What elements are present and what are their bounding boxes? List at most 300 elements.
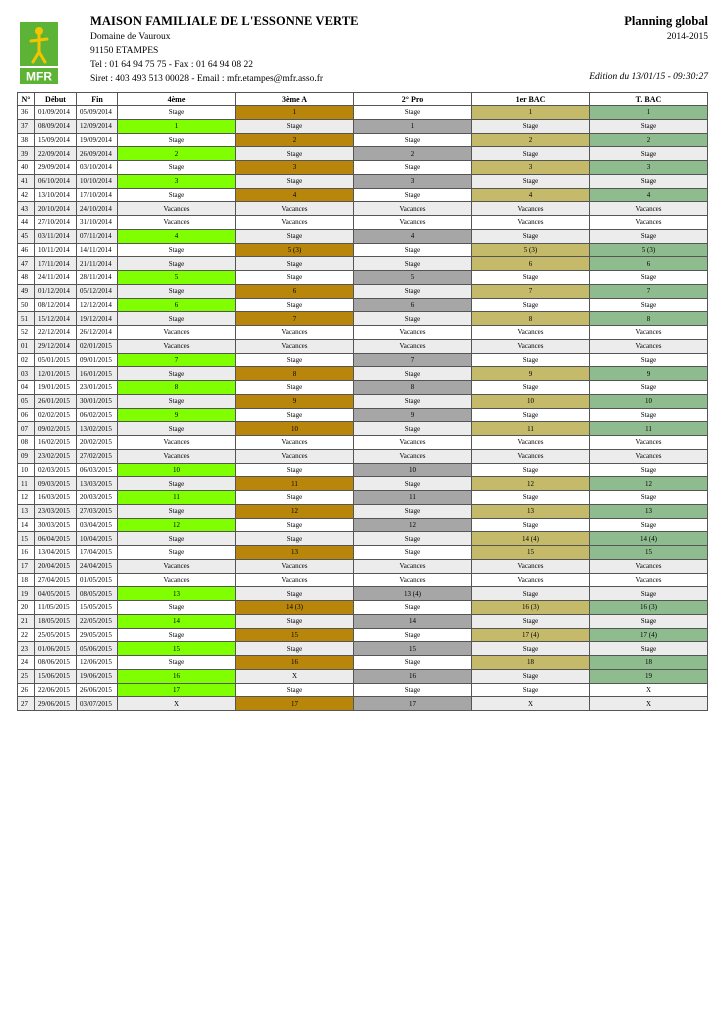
- cell-2-pro: 13 (4): [354, 587, 472, 601]
- cell-3eme-a: Vacances: [236, 326, 354, 340]
- cell-t-bac: Stage: [590, 642, 708, 656]
- end-date: 15/05/2015: [77, 601, 118, 615]
- end-date: 14/11/2014: [77, 243, 118, 257]
- end-date: 20/03/2015: [77, 491, 118, 505]
- cell-4eme: Vacances: [118, 559, 236, 573]
- end-date: 27/03/2015: [77, 504, 118, 518]
- column-header: 2° Pro: [354, 93, 472, 106]
- end-date: 24/10/2014: [77, 202, 118, 216]
- column-header: T. BAC: [590, 93, 708, 106]
- table-row: [18, 174, 708, 188]
- cell-2-pro: 2: [354, 147, 472, 161]
- week-number: 50: [18, 298, 35, 312]
- cell-3eme-a: 11: [236, 477, 354, 491]
- week-number: 27: [18, 697, 35, 711]
- start-date: 22/06/2015: [35, 683, 77, 697]
- start-date: 09/03/2015: [35, 477, 77, 491]
- cell-3eme-a: Stage: [236, 147, 354, 161]
- table-row: [18, 147, 708, 161]
- end-date: 12/06/2015: [77, 656, 118, 670]
- cell-1er-bac: 9: [472, 367, 590, 381]
- start-date: 23/02/2015: [35, 449, 77, 463]
- organization-info: [90, 14, 359, 85]
- org-name: MAISON FAMILIALE DE L'ESSONNE VERTE: [90, 14, 359, 28]
- week-number: 01: [18, 339, 35, 353]
- week-number: 43: [18, 202, 35, 216]
- start-date: 06/04/2015: [35, 532, 77, 546]
- week-number: 06: [18, 408, 35, 422]
- cell-1er-bac: Stage: [472, 381, 590, 395]
- cell-t-bac: 15: [590, 546, 708, 560]
- cell-1er-bac: 7: [472, 284, 590, 298]
- cell-3eme-a: 13: [236, 546, 354, 560]
- cell-1er-bac: 11: [472, 422, 590, 436]
- week-number: 15: [18, 532, 35, 546]
- cell-2-pro: 16: [354, 669, 472, 683]
- cell-2-pro: Stage: [354, 243, 472, 257]
- table-row: [18, 243, 708, 257]
- start-date: 27/10/2014: [35, 216, 77, 230]
- cell-1er-bac: Vacances: [472, 202, 590, 216]
- end-date: 06/02/2015: [77, 408, 118, 422]
- start-date: 13/10/2014: [35, 188, 77, 202]
- week-number: 04: [18, 381, 35, 395]
- start-date: 20/04/2015: [35, 559, 77, 573]
- table-row: [18, 559, 708, 573]
- cell-1er-bac: 12: [472, 477, 590, 491]
- start-date: 23/03/2015: [35, 504, 77, 518]
- cell-2-pro: Stage: [354, 161, 472, 175]
- cell-3eme-a: Stage: [236, 463, 354, 477]
- week-number: 19: [18, 587, 35, 601]
- start-date: 16/03/2015: [35, 491, 77, 505]
- cell-3eme-a: 5 (3): [236, 243, 354, 257]
- end-date: 22/05/2015: [77, 614, 118, 628]
- start-date: 02/03/2015: [35, 463, 77, 477]
- cell-2-pro: Stage: [354, 133, 472, 147]
- cell-4eme: 4: [118, 229, 236, 243]
- cell-2-pro: Vacances: [354, 202, 472, 216]
- table-row: [18, 463, 708, 477]
- cell-2-pro: 8: [354, 381, 472, 395]
- table-row: [18, 367, 708, 381]
- cell-t-bac: 1: [590, 106, 708, 120]
- week-number: 18: [18, 573, 35, 587]
- cell-2-pro: 15: [354, 642, 472, 656]
- cell-4eme: Stage: [118, 628, 236, 642]
- cell-4eme: 13: [118, 587, 236, 601]
- end-date: 05/09/2014: [77, 106, 118, 120]
- start-date: 24/11/2014: [35, 271, 77, 285]
- cell-1er-bac: 4: [472, 188, 590, 202]
- cell-1er-bac: Stage: [472, 463, 590, 477]
- cell-t-bac: 13: [590, 504, 708, 518]
- table-row: [18, 449, 708, 463]
- week-number: 14: [18, 518, 35, 532]
- cell-4eme: 10: [118, 463, 236, 477]
- cell-t-bac: Vacances: [590, 326, 708, 340]
- table-row: [18, 257, 708, 271]
- week-number: 17: [18, 559, 35, 573]
- cell-3eme-a: 9: [236, 394, 354, 408]
- cell-1er-bac: 13: [472, 504, 590, 518]
- cell-t-bac: Stage: [590, 587, 708, 601]
- week-number: 26: [18, 683, 35, 697]
- cell-1er-bac: Stage: [472, 491, 590, 505]
- cell-t-bac: Stage: [590, 408, 708, 422]
- cell-3eme-a: Stage: [236, 229, 354, 243]
- table-row: [18, 298, 708, 312]
- start-date: 03/11/2014: [35, 229, 77, 243]
- cell-1er-bac: 16 (3): [472, 601, 590, 615]
- start-date: 08/09/2014: [35, 119, 77, 133]
- cell-t-bac: Stage: [590, 174, 708, 188]
- start-date: 01/12/2014: [35, 284, 77, 298]
- end-date: 19/06/2015: [77, 669, 118, 683]
- cell-t-bac: 10: [590, 394, 708, 408]
- cell-t-bac: Vacances: [590, 339, 708, 353]
- table-row: [18, 546, 708, 560]
- cell-4eme: 12: [118, 518, 236, 532]
- column-header: Fin: [77, 93, 118, 106]
- cell-2-pro: Vacances: [354, 573, 472, 587]
- end-date: 07/11/2014: [77, 229, 118, 243]
- table-row: [18, 188, 708, 202]
- cell-3eme-a: 7: [236, 312, 354, 326]
- cell-3eme-a: 1: [236, 106, 354, 120]
- week-number: 42: [18, 188, 35, 202]
- cell-4eme: Stage: [118, 284, 236, 298]
- cell-t-bac: Stage: [590, 298, 708, 312]
- start-date: 27/04/2015: [35, 573, 77, 587]
- cell-3eme-a: Stage: [236, 683, 354, 697]
- cell-1er-bac: Stage: [472, 614, 590, 628]
- cell-t-bac: Stage: [590, 463, 708, 477]
- cell-2-pro: Stage: [354, 422, 472, 436]
- cell-3eme-a: 16: [236, 656, 354, 670]
- cell-4eme: Stage: [118, 243, 236, 257]
- end-date: 26/06/2015: [77, 683, 118, 697]
- table-row: [18, 216, 708, 230]
- end-date: 23/01/2015: [77, 381, 118, 395]
- table-row: [18, 697, 708, 711]
- end-date: 17/04/2015: [77, 546, 118, 560]
- cell-t-bac: Stage: [590, 381, 708, 395]
- table-row: [18, 422, 708, 436]
- cell-t-bac: 7: [590, 284, 708, 298]
- cell-4eme: 3: [118, 174, 236, 188]
- end-date: 03/10/2014: [77, 161, 118, 175]
- end-date: 19/12/2014: [77, 312, 118, 326]
- start-date: 16/02/2015: [35, 436, 77, 450]
- cell-2-pro: 12: [354, 518, 472, 532]
- cell-1er-bac: 6: [472, 257, 590, 271]
- cell-4eme: Stage: [118, 504, 236, 518]
- cell-3eme-a: 6: [236, 284, 354, 298]
- week-number: 39: [18, 147, 35, 161]
- cell-3eme-a: Stage: [236, 353, 354, 367]
- cell-1er-bac: Stage: [472, 147, 590, 161]
- cell-4eme: 17: [118, 683, 236, 697]
- cell-2-pro: Stage: [354, 504, 472, 518]
- cell-2-pro: Stage: [354, 312, 472, 326]
- cell-3eme-a: 17: [236, 697, 354, 711]
- cell-t-bac: 11: [590, 422, 708, 436]
- cell-t-bac: 16 (3): [590, 601, 708, 615]
- end-date: 03/07/2015: [77, 697, 118, 711]
- cell-1er-bac: 14 (4): [472, 532, 590, 546]
- start-date: 29/09/2014: [35, 161, 77, 175]
- cell-4eme: Stage: [118, 422, 236, 436]
- cell-4eme: Stage: [118, 106, 236, 120]
- end-date: 01/05/2015: [77, 573, 118, 587]
- cell-2-pro: Stage: [354, 477, 472, 491]
- cell-2-pro: 3: [354, 174, 472, 188]
- start-date: 11/05/2015: [35, 601, 77, 615]
- cell-t-bac: Stage: [590, 119, 708, 133]
- week-number: 40: [18, 161, 35, 175]
- start-date: 15/12/2014: [35, 312, 77, 326]
- week-number: 24: [18, 656, 35, 670]
- cell-1er-bac: Vacances: [472, 449, 590, 463]
- cell-4eme: Vacances: [118, 449, 236, 463]
- start-date: 08/06/2015: [35, 656, 77, 670]
- start-date: 29/06/2015: [35, 697, 77, 711]
- cell-t-bac: Stage: [590, 491, 708, 505]
- end-date: 02/01/2015: [77, 339, 118, 353]
- cell-2-pro: Stage: [354, 601, 472, 615]
- end-date: 13/02/2015: [77, 422, 118, 436]
- start-date: 15/09/2014: [35, 133, 77, 147]
- column-header: N°: [18, 93, 35, 106]
- table-row: [18, 339, 708, 353]
- table-row: [18, 408, 708, 422]
- start-date: 10/11/2014: [35, 243, 77, 257]
- cell-3eme-a: Vacances: [236, 573, 354, 587]
- week-number: 49: [18, 284, 35, 298]
- cell-2-pro: Stage: [354, 683, 472, 697]
- cell-2-pro: Stage: [354, 546, 472, 560]
- cell-1er-bac: 15: [472, 546, 590, 560]
- cell-2-pro: Vacances: [354, 326, 472, 340]
- cell-1er-bac: Stage: [472, 683, 590, 697]
- start-date: 29/12/2014: [35, 339, 77, 353]
- cell-1er-bac: 18: [472, 656, 590, 670]
- cell-3eme-a: Stage: [236, 491, 354, 505]
- cell-1er-bac: X: [472, 697, 590, 711]
- table-row: [18, 642, 708, 656]
- end-date: 24/04/2015: [77, 559, 118, 573]
- cell-3eme-a: 12: [236, 504, 354, 518]
- cell-t-bac: 2: [590, 133, 708, 147]
- phone-fax: Tel : 01 64 94 75 75 - Fax : 01 64 94 08 22: [90, 60, 253, 70]
- cell-4eme: Stage: [118, 546, 236, 560]
- table-row: [18, 518, 708, 532]
- cell-t-bac: Vacances: [590, 202, 708, 216]
- cell-3eme-a: Stage: [236, 587, 354, 601]
- cell-t-bac: Stage: [590, 229, 708, 243]
- end-date: 29/05/2015: [77, 628, 118, 642]
- cell-4eme: Vacances: [118, 216, 236, 230]
- table-row: [18, 106, 708, 120]
- cell-3eme-a: Stage: [236, 381, 354, 395]
- start-date: 01/09/2014: [35, 106, 77, 120]
- cell-t-bac: 12: [590, 477, 708, 491]
- table-row: [18, 229, 708, 243]
- start-date: 18/05/2015: [35, 614, 77, 628]
- end-date: 21/11/2014: [77, 257, 118, 271]
- mfr-logo: [20, 22, 58, 84]
- week-number: 48: [18, 271, 35, 285]
- cell-4eme: 9: [118, 408, 236, 422]
- end-date: 20/02/2015: [77, 436, 118, 450]
- svg-text:MFR: MFR: [26, 69, 52, 84]
- week-number: 41: [18, 174, 35, 188]
- cell-4eme: Stage: [118, 257, 236, 271]
- end-date: 05/06/2015: [77, 642, 118, 656]
- start-date: 05/01/2015: [35, 353, 77, 367]
- cell-1er-bac: Vacances: [472, 436, 590, 450]
- cell-2-pro: 10: [354, 463, 472, 477]
- table-row: [18, 326, 708, 340]
- start-date: 26/01/2015: [35, 394, 77, 408]
- start-date: 22/09/2014: [35, 147, 77, 161]
- end-date: 08/05/2015: [77, 587, 118, 601]
- table-row: [18, 587, 708, 601]
- cell-3eme-a: Vacances: [236, 202, 354, 216]
- cell-3eme-a: Stage: [236, 642, 354, 656]
- end-date: 27/02/2015: [77, 449, 118, 463]
- cell-3eme-a: Stage: [236, 298, 354, 312]
- week-number: 05: [18, 394, 35, 408]
- cell-4eme: 7: [118, 353, 236, 367]
- siret-email: Siret : 403 493 513 00028 - Email : mfr.etampes@mfr.asso.fr: [90, 74, 324, 84]
- cell-4eme: Stage: [118, 656, 236, 670]
- column-header: 1er BAC: [472, 93, 590, 106]
- cell-t-bac: 18: [590, 656, 708, 670]
- table-row: [18, 601, 708, 615]
- table-row: [18, 353, 708, 367]
- week-number: 25: [18, 669, 35, 683]
- cell-t-bac: Stage: [590, 271, 708, 285]
- cell-4eme: 6: [118, 298, 236, 312]
- cell-2-pro: 7: [354, 353, 472, 367]
- start-date: 04/05/2015: [35, 587, 77, 601]
- cell-3eme-a: Stage: [236, 174, 354, 188]
- cell-3eme-a: Stage: [236, 532, 354, 546]
- week-number: 23: [18, 642, 35, 656]
- end-date: 26/09/2014: [77, 147, 118, 161]
- cell-1er-bac: 10: [472, 394, 590, 408]
- week-number: 36: [18, 106, 35, 120]
- cell-t-bac: 9: [590, 367, 708, 381]
- cell-2-pro: Vacances: [354, 449, 472, 463]
- cell-2-pro: 17: [354, 697, 472, 711]
- start-date: 02/02/2015: [35, 408, 77, 422]
- cell-1er-bac: Stage: [472, 669, 590, 683]
- cell-3eme-a: Vacances: [236, 559, 354, 573]
- cell-1er-bac: Vacances: [472, 559, 590, 573]
- cell-4eme: Vacances: [118, 573, 236, 587]
- cell-4eme: Vacances: [118, 339, 236, 353]
- cell-4eme: 15: [118, 642, 236, 656]
- cell-t-bac: 4: [590, 188, 708, 202]
- cell-3eme-a: Stage: [236, 408, 354, 422]
- title-block: [624, 14, 708, 42]
- cell-1er-bac: Stage: [472, 642, 590, 656]
- cell-2-pro: 6: [354, 298, 472, 312]
- week-number: 21: [18, 614, 35, 628]
- cell-1er-bac: Vacances: [472, 216, 590, 230]
- end-date: 16/01/2015: [77, 367, 118, 381]
- cell-4eme: Stage: [118, 133, 236, 147]
- cell-4eme: Stage: [118, 532, 236, 546]
- cell-3eme-a: Vacances: [236, 216, 354, 230]
- end-date: 09/01/2015: [77, 353, 118, 367]
- cell-3eme-a: 4: [236, 188, 354, 202]
- cell-t-bac: X: [590, 697, 708, 711]
- week-number: 44: [18, 216, 35, 230]
- cell-4eme: Stage: [118, 312, 236, 326]
- end-date: 30/01/2015: [77, 394, 118, 408]
- cell-2-pro: Stage: [354, 394, 472, 408]
- cell-3eme-a: Vacances: [236, 339, 354, 353]
- cell-1er-bac: 2: [472, 133, 590, 147]
- table-row: [18, 161, 708, 175]
- cell-2-pro: 9: [354, 408, 472, 422]
- end-date: 13/03/2015: [77, 477, 118, 491]
- table-row: [18, 477, 708, 491]
- cell-4eme: 16: [118, 669, 236, 683]
- cell-4eme: 11: [118, 491, 236, 505]
- cell-t-bac: 14 (4): [590, 532, 708, 546]
- cell-2-pro: 14: [354, 614, 472, 628]
- cell-t-bac: 6: [590, 257, 708, 271]
- cell-4eme: Stage: [118, 394, 236, 408]
- cell-2-pro: Stage: [354, 367, 472, 381]
- table-row: [18, 133, 708, 147]
- start-date: 17/11/2014: [35, 257, 77, 271]
- cell-1er-bac: Stage: [472, 119, 590, 133]
- cell-3eme-a: Stage: [236, 518, 354, 532]
- document-title: Planning global: [624, 14, 708, 28]
- cell-3eme-a: 15: [236, 628, 354, 642]
- cell-3eme-a: Stage: [236, 257, 354, 271]
- cell-t-bac: Vacances: [590, 449, 708, 463]
- start-date: 13/04/2015: [35, 546, 77, 560]
- week-number: 38: [18, 133, 35, 147]
- start-date: 20/10/2014: [35, 202, 77, 216]
- cell-3eme-a: Stage: [236, 271, 354, 285]
- end-date: 26/12/2014: [77, 326, 118, 340]
- week-number: 12: [18, 491, 35, 505]
- edition-date: Edition du 13/01/15 - 09:30:27: [589, 72, 708, 82]
- cell-4eme: 14: [118, 614, 236, 628]
- cell-4eme: Vacances: [118, 326, 236, 340]
- table-row: [18, 683, 708, 697]
- start-date: 25/05/2015: [35, 628, 77, 642]
- cell-2-pro: Stage: [354, 257, 472, 271]
- cell-t-bac: 19: [590, 669, 708, 683]
- end-date: 28/11/2014: [77, 271, 118, 285]
- week-number: 10: [18, 463, 35, 477]
- address-line-2: 91150 ETAMPES: [90, 46, 159, 56]
- cell-t-bac: Stage: [590, 614, 708, 628]
- end-date: 06/03/2015: [77, 463, 118, 477]
- cell-1er-bac: 1: [472, 106, 590, 120]
- end-date: 10/10/2014: [77, 174, 118, 188]
- start-date: 22/12/2014: [35, 326, 77, 340]
